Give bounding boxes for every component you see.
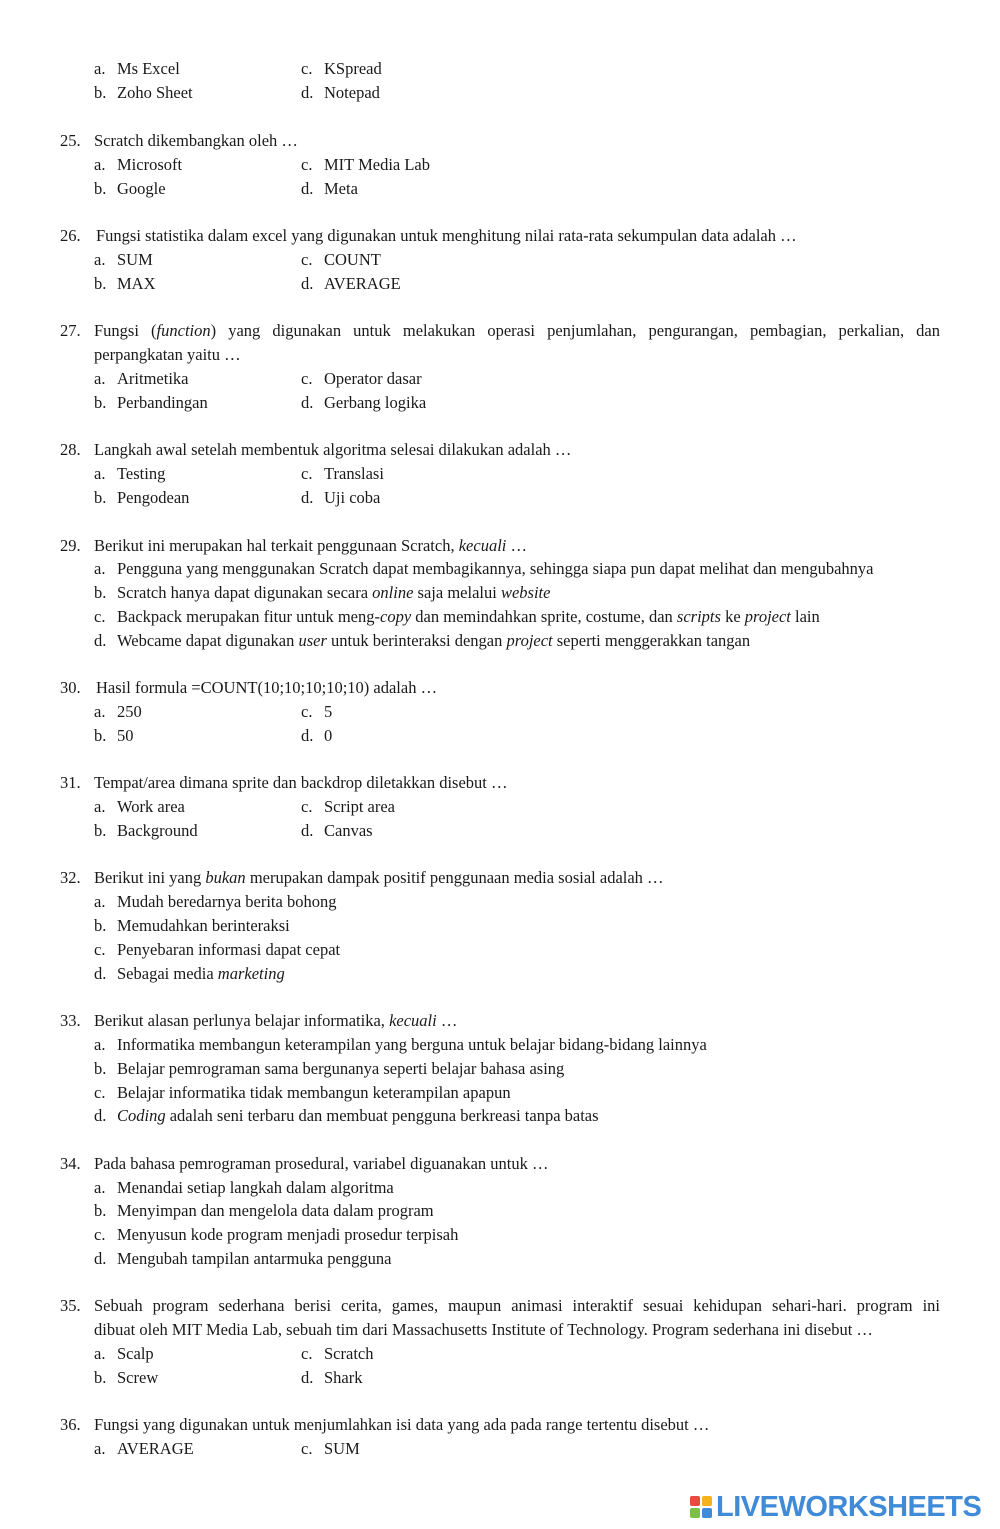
- option-a: a. Work area: [94, 797, 185, 816]
- option-b: b. Scratch hanya dapat digunakan secara online saja melalui website: [94, 583, 551, 602]
- question-number: 36.: [60, 1415, 81, 1434]
- question-number: 32.: [60, 868, 81, 887]
- option-c: c. MIT Media Lab: [301, 155, 431, 174]
- option-b: b. Google: [94, 179, 166, 198]
- option-b: b. Pengodean: [94, 488, 190, 507]
- option-d: d. Shark: [301, 1368, 363, 1387]
- option-d: d. Mengubah tampilan antarmuka pengguna: [94, 1249, 392, 1268]
- option-c: c. Translasi: [301, 464, 384, 483]
- question-number: 33.: [60, 1011, 81, 1030]
- option-d: d. Notepad: [301, 83, 380, 102]
- question-text-continued: perpangkatan yaitu …: [94, 345, 241, 364]
- option-d: d. Webcame dapat digunakan user untuk berinteraksi dengan project seperti menggerakkan tangan: [94, 631, 751, 650]
- option-c: c. 5: [301, 702, 333, 721]
- option-b: b. Background: [94, 821, 198, 840]
- option-b: b. Belajar pemrograman sama bergunanya seperti belajar bahasa asing: [94, 1059, 565, 1078]
- question-number: 25.: [60, 131, 81, 150]
- option-d: d. 0: [301, 726, 333, 745]
- option-a: a. Testing: [94, 464, 166, 483]
- option-b: b. Zoho Sheet: [94, 83, 193, 102]
- option-d: d. Gerbang logika: [301, 393, 427, 412]
- option-a: a. Mudah beredarnya berita bohong: [94, 892, 337, 911]
- option-c: c. Scratch: [301, 1344, 374, 1363]
- question-number: 29.: [60, 536, 81, 555]
- question-number: 27.: [60, 321, 81, 340]
- option-b: b. MAX: [94, 274, 156, 293]
- option-d: d. Meta: [301, 179, 358, 198]
- option-a: a. Informatika membangun keterampilan yang berguna untuk belajar bidang-bidang lainnya: [94, 1035, 707, 1054]
- question-number: 28.: [60, 440, 81, 459]
- question-number: 34.: [60, 1154, 81, 1173]
- question-number: 35.: [60, 1296, 81, 1315]
- question-text-continued: dibuat oleh MIT Media Lab, sebuah tim dari Massachusetts Institute of Technology. Program sederhana ini disebut …: [94, 1320, 873, 1339]
- question-text: Tempat/area dimana sprite dan backdrop diletakkan disebut …: [94, 773, 508, 792]
- question-text: Berikut alasan perlunya belajar informatika, kecuali …: [94, 1011, 458, 1030]
- liveworksheets-logo: [690, 1490, 981, 1524]
- option-a: a. 250: [94, 702, 142, 721]
- question-number: 31.: [60, 773, 81, 792]
- option-b: b. Memudahkan berinteraksi: [94, 916, 290, 935]
- option-b: b. 50: [94, 726, 134, 745]
- option-a: a. Pengguna yang menggunakan Scratch dapat membagikannya, sehingga siapa pun dapat melihat dan mengubahnya: [94, 559, 874, 578]
- question-text: Sebuah program sederhana berisi cerita, games, maupun animasi interaktif sesuai kehidupan sehari-hari. program ini: [94, 1296, 940, 1315]
- option-c: c. Operator dasar: [301, 369, 422, 388]
- question-text: Pada bahasa pemrograman prosedural, variabel diguanakan untuk …: [94, 1154, 549, 1173]
- question-text: Berikut ini yang bukan merupakan dampak positif penggunaan media sosial adalah …: [94, 868, 664, 887]
- logo-text: LIVEWORKSHEETS: [716, 1490, 982, 1523]
- option-b: b. Perbandingan: [94, 393, 208, 412]
- option-a: a. SUM: [94, 250, 153, 269]
- question-text: Fungsi yang digunakan untuk menjumlahkan isi data yang ada pada range tertentu disebut …: [94, 1415, 710, 1434]
- option-b: b. Screw: [94, 1368, 159, 1387]
- question-text: Fungsi (function) yang digunakan untuk melakukan operasi penjumlahan, pengurangan, pembagian, perkalian, dan: [94, 321, 940, 340]
- option-a: a. Menandai setiap langkah dalam algoritma: [94, 1178, 394, 1197]
- option-a: a. Aritmetika: [94, 369, 189, 388]
- option-d: d. Uji coba: [301, 488, 381, 507]
- question-text: Hasil formula =COUNT(10;10;10;10;10) adalah …: [96, 678, 438, 697]
- option-b: b. Menyimpan dan mengelola data dalam program: [94, 1201, 434, 1220]
- option-a: a. Scalp: [94, 1344, 154, 1363]
- question-number: 30.: [60, 678, 81, 697]
- option-c: c. COUNT: [301, 250, 381, 269]
- option-c: c. SUM: [301, 1439, 360, 1458]
- option-c: c. Backpack merupakan fitur untuk meng-copy dan memindahkan sprite, costume, dan scripts ke project lain: [94, 607, 820, 626]
- option-c: c. Penyebaran informasi dapat cepat: [94, 940, 341, 959]
- question-text: Scratch dikembangkan oleh …: [94, 131, 298, 150]
- option-a: a. Microsoft: [94, 155, 183, 174]
- option-d: d. Sebagai media marketing: [94, 964, 285, 983]
- option-d: d. AVERAGE: [301, 274, 401, 293]
- question-text: Langkah awal setelah membentuk algoritma selesai dilakukan adalah …: [94, 440, 572, 459]
- option-a: a. Ms Excel: [94, 59, 180, 78]
- question-number: 26.: [60, 226, 81, 245]
- option-a: a. AVERAGE: [94, 1439, 194, 1458]
- option-c: c. KSpread: [301, 59, 382, 78]
- logo-mark-icon: [690, 1496, 712, 1518]
- question-text: Fungsi statistika dalam excel yang digunakan untuk menghitung nilai rata-rata sekumpulan data adalah …: [96, 226, 797, 245]
- option-c: c. Script area: [301, 797, 396, 816]
- option-c: c. Menyusun kode program menjadi prosedur terpisah: [94, 1225, 459, 1244]
- option-c: c. Belajar informatika tidak membangun keterampilan apapun: [94, 1083, 511, 1102]
- option-d: d. Coding adalah seni terbaru dan membuat pengguna berkreasi tanpa batas: [94, 1106, 599, 1125]
- question-text: Berikut ini merupakan hal terkait penggunaan Scratch, kecuali …: [94, 536, 527, 555]
- option-d: d. Canvas: [301, 821, 373, 840]
